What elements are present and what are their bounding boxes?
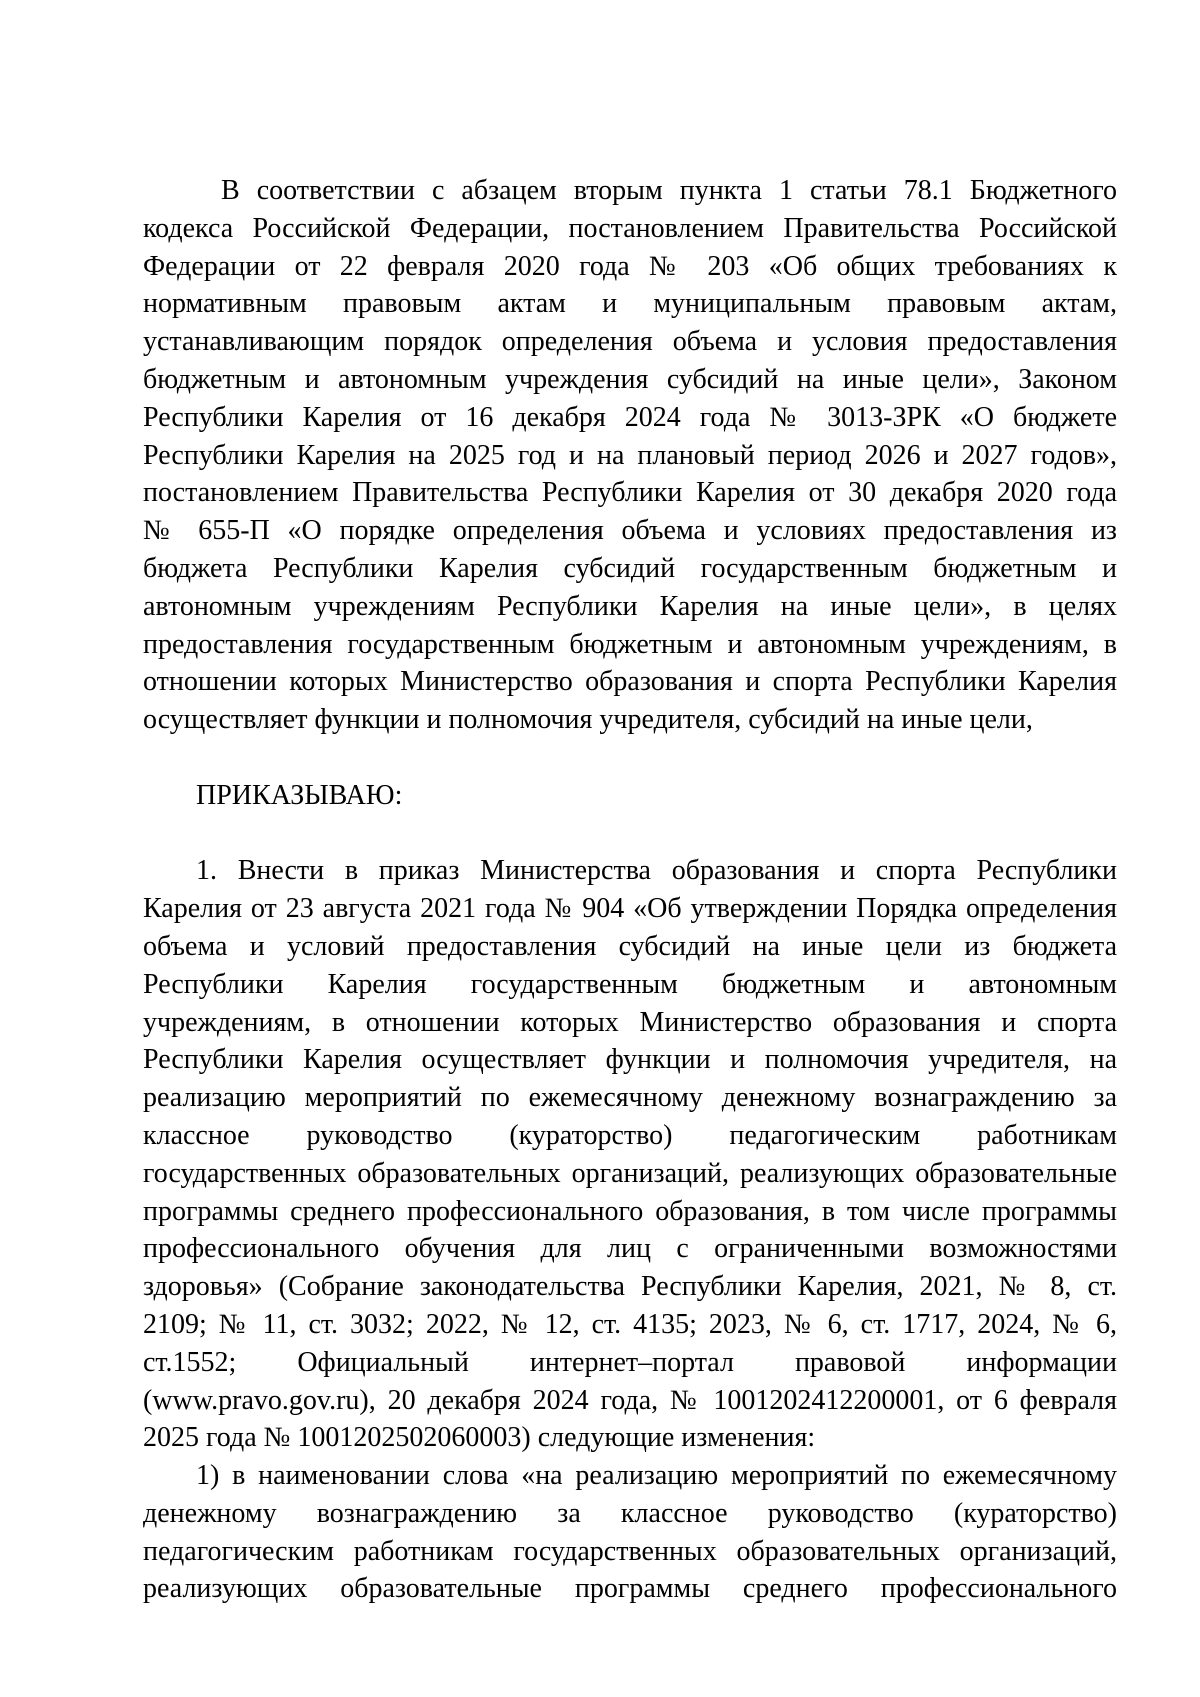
text-line: ст.1552; Официальный интернет–портал правовой информации xyxy=(143,1346,1117,1378)
text-line: кодекса Российской Федерации, постановлением Правительства Российской xyxy=(143,212,1117,244)
text-line: программы среднего профессионального образования, в том числе программы xyxy=(143,1195,1117,1227)
text-line: автономным учреждениям Республики Карелия на иные цели», в целях xyxy=(143,590,1117,622)
text-line: государственных образовательных организаций, реализующих образовательные xyxy=(143,1157,1117,1189)
spacer xyxy=(143,739,1117,777)
spacer xyxy=(143,815,1117,853)
text-line: отношении которых Министерство образования и спорта Республики Карелия xyxy=(143,666,1117,698)
text-line: реализацию мероприятий по ежемесячному денежному вознаграждению за xyxy=(143,1082,1117,1114)
text-line: 2025 года № 1001202502060003) следующие изменения: xyxy=(143,1422,816,1454)
text-line: Карелия от 23 августа 2021 года № 904 «Об утверждении Порядка определения xyxy=(143,893,1117,925)
text-line: педагогическим работникам государственных образовательных организаций, xyxy=(143,1535,1117,1567)
text-line: постановлением Правительства Республики Карелия от 30 декабря 2020 года xyxy=(143,477,1117,509)
text-line: Республики Карелия осуществляет функции и полномочия учредителя, на xyxy=(143,1044,1117,1076)
text-line: денежному вознаграждению за классное руководство (кураторство) xyxy=(143,1497,1117,1529)
text-line: классное руководство (кураторство) педагогическим работникам xyxy=(143,1119,1117,1151)
text-line: бюджетным и автономным учреждения субсидий на иные цели», Законом xyxy=(143,363,1117,395)
text-line: № 655-П «О порядке определения объема и условиях предоставления из xyxy=(143,515,1117,547)
text-line: нормативным правовым актам и муниципальным правовым актам, xyxy=(143,288,1117,320)
text-line: устанавливающим порядок определения объема и условия предоставления xyxy=(143,326,1117,358)
text-line: предоставления государственным бюджетным и автономным учреждениям, в xyxy=(143,628,1117,660)
text-line: здоровья» (Собрание законодательства Республики Карелия, 2021, № 8, ст. xyxy=(143,1271,1117,1303)
text-line: (www.pravo.gov.ru), 20 декабря 2024 года, № 1001202412200001, от 6 февраля xyxy=(143,1384,1117,1416)
text-line: 1. Внести в приказ Министерства образования и спорта Республики xyxy=(196,855,1117,887)
text-line: реализующих образовательные программы среднего профессионального xyxy=(143,1573,1117,1605)
text-line: Республики Карелия на 2025 год и на плановый период 2026 и 2027 годов», xyxy=(143,439,1117,471)
text-line: профессионального обучения для лиц с ограниченными возможностями xyxy=(143,1233,1117,1265)
text-line: объема и условий предоставления субсидий на иные цели из бюджета xyxy=(143,930,1117,962)
order-heading: ПРИКАЗЫВАЮ: xyxy=(196,779,403,811)
text-line: учреждениям, в отношении которых Министерство образования и спорта xyxy=(143,1006,1117,1038)
text-line: 2109; № 11, ст. 3032; 2022, № 12, ст. 4135; 2023, № 6, ст. 1717, 2024, № 6, xyxy=(143,1308,1117,1340)
text-line: 1) в наименовании слова «на реализацию мероприятий по ежемесячному xyxy=(196,1460,1117,1492)
document-body xyxy=(143,172,1117,1608)
text-line: В соответствии с абзацем вторым пункта 1 статьи 78.1 Бюджетного xyxy=(221,175,1117,206)
text-line: осуществляет функции и полномочия учредителя, субсидий на иные цели, xyxy=(143,704,1033,736)
item-1-subitem-1-paragraph xyxy=(143,1457,1117,1608)
preamble-paragraph xyxy=(143,172,1117,739)
text-line: Федерации от 22 февраля 2020 года № 203 «Об общих требованиях к xyxy=(143,250,1117,282)
text-line: Республики Карелия государственным бюджетным и автономным xyxy=(143,968,1117,1000)
text-line: бюджета Республики Карелия субсидий государственным бюджетным и xyxy=(143,552,1117,584)
text-line: Республики Карелия от 16 декабря 2024 года № 3013-ЗРК «О бюджете xyxy=(143,401,1117,433)
item-1-paragraph xyxy=(143,852,1117,1457)
